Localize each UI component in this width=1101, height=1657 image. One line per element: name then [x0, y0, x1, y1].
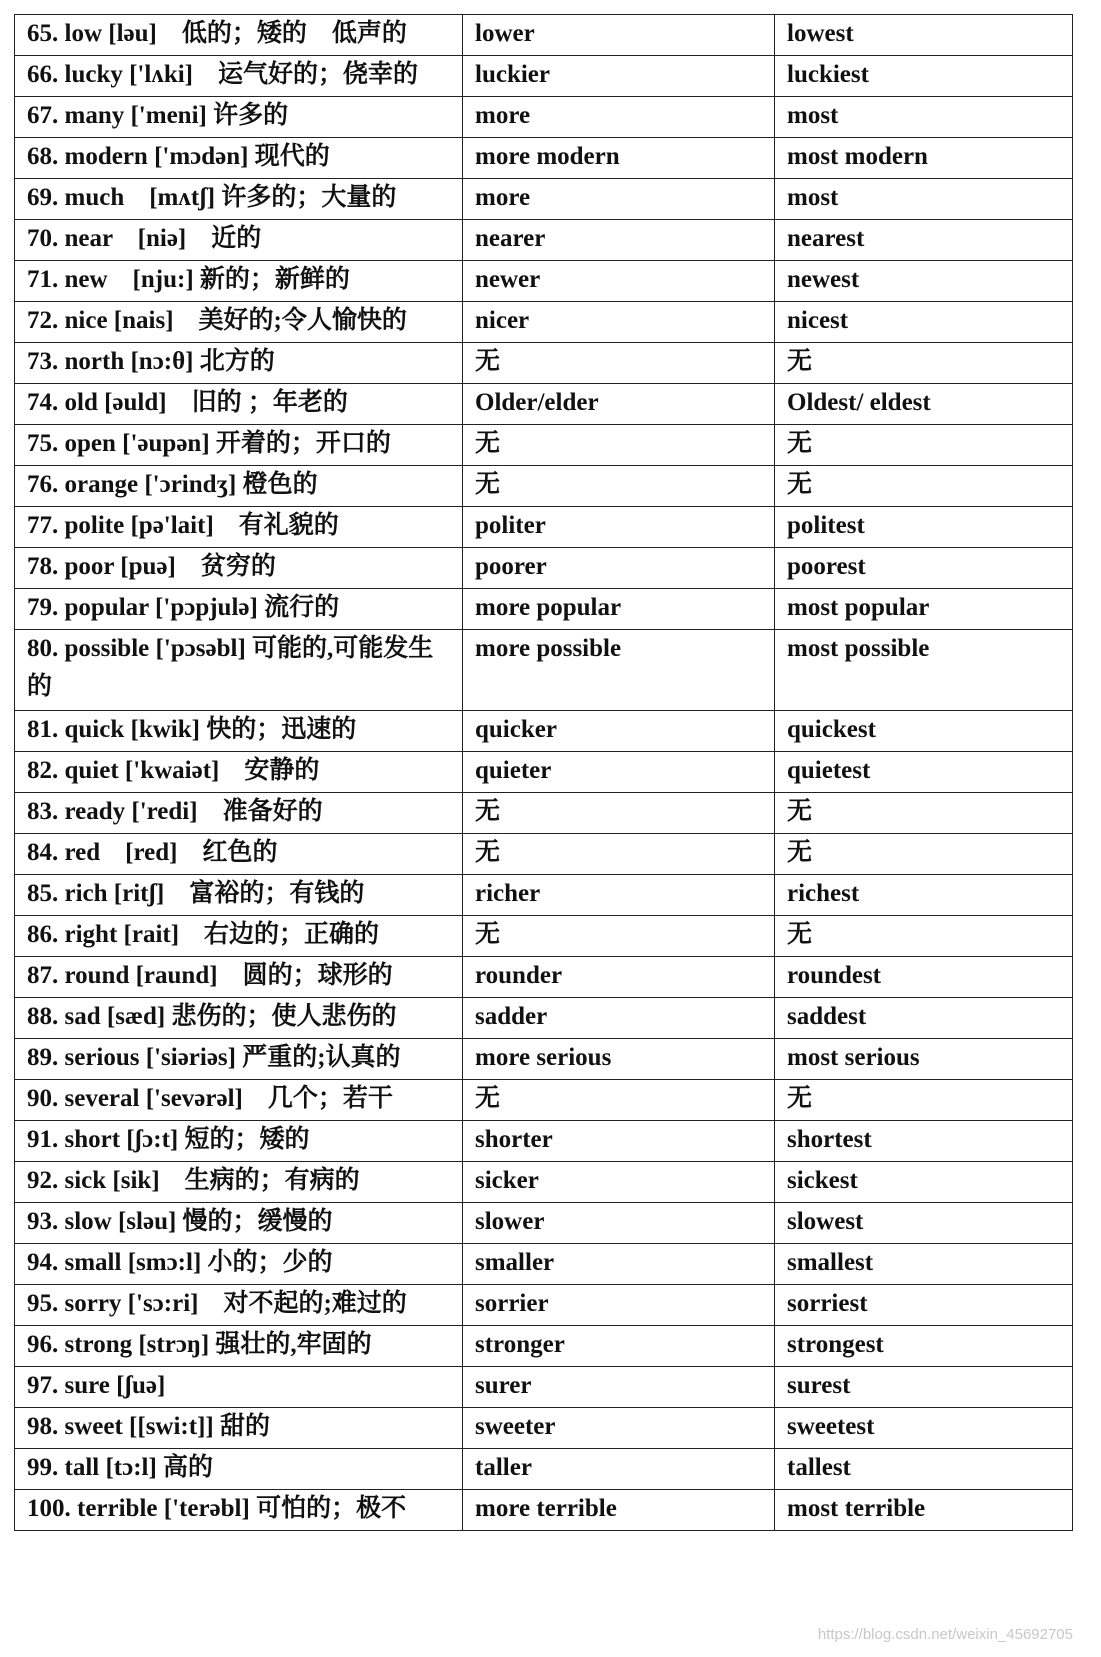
superlative-cell: 无 [775, 466, 1073, 507]
table-row [15, 711, 1073, 752]
table-row [15, 466, 1073, 507]
superlative-cell: Oldest/ eldest [775, 384, 1073, 425]
superlative-cell: smallest [775, 1244, 1073, 1285]
superlative-cell: shortest [775, 1121, 1073, 1162]
comparative-cell: newer [463, 261, 775, 302]
table-row [15, 179, 1073, 220]
word-cell: 78. poor [puə] 贫穷的 [15, 548, 463, 589]
word-cell: 79. popular ['pɔpjulə] 流行的 [15, 589, 463, 630]
word-cell: 85. rich [ritʃ] 富裕的；有钱的 [15, 875, 463, 916]
superlative-cell: 无 [775, 1080, 1073, 1121]
table-row [15, 589, 1073, 630]
comparative-cell: more serious [463, 1039, 775, 1080]
table-row [15, 1326, 1073, 1367]
watermark-text: https://blog.csdn.net/weixin_45692705 [817, 1626, 1073, 1643]
table-row [15, 1367, 1073, 1408]
comparative-cell: 无 [463, 466, 775, 507]
word-cell: 100. terrible ['terəbl] 可怕的；极不 [15, 1490, 463, 1531]
superlative-cell: surest [775, 1367, 1073, 1408]
word-cell: 93. slow [sləu] 慢的；缓慢的 [15, 1203, 463, 1244]
superlative-cell: roundest [775, 957, 1073, 998]
vocabulary-table [14, 14, 1073, 1531]
superlative-cell: newest [775, 261, 1073, 302]
table-row [15, 1449, 1073, 1490]
word-cell: 98. sweet [[swi:t]] 甜的 [15, 1408, 463, 1449]
superlative-cell: 无 [775, 425, 1073, 466]
word-cell: 69. much [mʌtʃ] 许多的；大量的 [15, 179, 463, 220]
superlative-cell: most serious [775, 1039, 1073, 1080]
table-row [15, 302, 1073, 343]
table-row [15, 425, 1073, 466]
comparative-cell: nearer [463, 220, 775, 261]
comparative-cell: sweeter [463, 1408, 775, 1449]
table-row [15, 343, 1073, 384]
table-row [15, 507, 1073, 548]
comparative-cell: politer [463, 507, 775, 548]
table-row [15, 630, 1073, 711]
table-row [15, 384, 1073, 425]
word-cell: 71. new [nju:] 新的；新鲜的 [15, 261, 463, 302]
word-cell: 80. possible ['pɔsəbl] 可能的,可能发生的 [15, 630, 463, 711]
superlative-cell: most [775, 179, 1073, 220]
superlative-cell: sweetest [775, 1408, 1073, 1449]
superlative-cell: 无 [775, 916, 1073, 957]
word-cell: 97. sure [ʃuə] [15, 1367, 463, 1408]
comparative-cell: Older/elder [463, 384, 775, 425]
comparative-cell: 无 [463, 793, 775, 834]
superlative-cell: strongest [775, 1326, 1073, 1367]
word-cell: 70. near [niə] 近的 [15, 220, 463, 261]
table-row [15, 957, 1073, 998]
word-cell: 94. small [smɔ:l] 小的；少的 [15, 1244, 463, 1285]
superlative-cell: slowest [775, 1203, 1073, 1244]
comparative-cell: more modern [463, 138, 775, 179]
table-row [15, 1285, 1073, 1326]
superlative-cell: quietest [775, 752, 1073, 793]
superlative-cell: lowest [775, 15, 1073, 56]
superlative-cell: 无 [775, 834, 1073, 875]
table-row [15, 1039, 1073, 1080]
comparative-cell: rounder [463, 957, 775, 998]
table-row [15, 875, 1073, 916]
comparative-cell: 无 [463, 1080, 775, 1121]
comparative-cell: 无 [463, 916, 775, 957]
comparative-cell: smaller [463, 1244, 775, 1285]
superlative-cell: most possible [775, 630, 1073, 711]
table-row [15, 834, 1073, 875]
superlative-cell: nearest [775, 220, 1073, 261]
word-cell: 81. quick [kwik] 快的；迅速的 [15, 711, 463, 752]
word-cell: 77. polite [pə'lait] 有礼貌的 [15, 507, 463, 548]
table-row [15, 1162, 1073, 1203]
comparative-cell: slower [463, 1203, 775, 1244]
word-cell: 67. many ['meni] 许多的 [15, 97, 463, 138]
superlative-cell: nicest [775, 302, 1073, 343]
comparative-cell: poorer [463, 548, 775, 589]
superlative-cell: most modern [775, 138, 1073, 179]
table-row [15, 15, 1073, 56]
word-cell: 74. old [əuld] 旧的 ；年老的 [15, 384, 463, 425]
word-cell: 89. serious ['siəriəs] 严重的;认真的 [15, 1039, 463, 1080]
comparative-cell: lower [463, 15, 775, 56]
word-cell: 76. orange ['ɔrindʒ] 橙色的 [15, 466, 463, 507]
comparative-cell: luckier [463, 56, 775, 97]
table-row [15, 1080, 1073, 1121]
table-row [15, 1244, 1073, 1285]
table-row [15, 752, 1073, 793]
table-row [15, 1490, 1073, 1531]
table-row [15, 56, 1073, 97]
comparative-cell: surer [463, 1367, 775, 1408]
word-cell: 65. low [ləu] 低的；矮的 低声的 [15, 15, 463, 56]
word-cell: 84. red [red] 红色的 [15, 834, 463, 875]
superlative-cell: most popular [775, 589, 1073, 630]
word-cell: 72. nice [nais] 美好的;令人愉快的 [15, 302, 463, 343]
comparative-cell: 无 [463, 834, 775, 875]
table-row [15, 1408, 1073, 1449]
superlative-cell: poorest [775, 548, 1073, 589]
word-cell: 82. quiet ['kwaiət] 安静的 [15, 752, 463, 793]
word-cell: 68. modern ['mɔdən] 现代的 [15, 138, 463, 179]
superlative-cell: most [775, 97, 1073, 138]
table-row [15, 261, 1073, 302]
superlative-cell: tallest [775, 1449, 1073, 1490]
superlative-cell: politest [775, 507, 1073, 548]
comparative-cell: more popular [463, 589, 775, 630]
superlative-cell: most terrible [775, 1490, 1073, 1531]
comparative-cell: more terrible [463, 1490, 775, 1531]
comparative-cell: more possible [463, 630, 775, 711]
superlative-cell: luckiest [775, 56, 1073, 97]
table-row [15, 1121, 1073, 1162]
word-cell: 95. sorry ['sɔ:ri] 对不起的;难过的 [15, 1285, 463, 1326]
word-cell: 83. ready ['redi] 准备好的 [15, 793, 463, 834]
superlative-cell: saddest [775, 998, 1073, 1039]
comparative-cell: more [463, 179, 775, 220]
table-row [15, 793, 1073, 834]
table-row [15, 138, 1073, 179]
comparative-cell: stronger [463, 1326, 775, 1367]
comparative-cell: quicker [463, 711, 775, 752]
word-cell: 87. round [raund] 圆的；球形的 [15, 957, 463, 998]
comparative-cell: sicker [463, 1162, 775, 1203]
word-cell: 99. tall [tɔ:l] 高的 [15, 1449, 463, 1490]
superlative-cell: richest [775, 875, 1073, 916]
table-row [15, 220, 1073, 261]
word-cell: 91. short [ʃɔ:t] 短的；矮的 [15, 1121, 463, 1162]
word-cell: 92. sick [sik] 生病的；有病的 [15, 1162, 463, 1203]
word-cell: 75. open ['əupən] 开着的；开口的 [15, 425, 463, 466]
comparative-cell: more [463, 97, 775, 138]
superlative-cell: 无 [775, 343, 1073, 384]
comparative-cell: quieter [463, 752, 775, 793]
superlative-cell: 无 [775, 793, 1073, 834]
comparative-cell: 无 [463, 425, 775, 466]
comparative-cell: 无 [463, 343, 775, 384]
word-cell: 86. right [rait] 右边的；正确的 [15, 916, 463, 957]
superlative-cell: sickest [775, 1162, 1073, 1203]
vocabulary-table-body [15, 15, 1073, 1531]
superlative-cell: sorriest [775, 1285, 1073, 1326]
word-cell: 73. north [nɔ:θ] 北方的 [15, 343, 463, 384]
comparative-cell: shorter [463, 1121, 775, 1162]
table-row [15, 916, 1073, 957]
table-row [15, 1203, 1073, 1244]
comparative-cell: nicer [463, 302, 775, 343]
table-row [15, 97, 1073, 138]
comparative-cell: richer [463, 875, 775, 916]
comparative-cell: sadder [463, 998, 775, 1039]
word-cell: 96. strong [strɔŋ] 强壮的,牢固的 [15, 1326, 463, 1367]
word-cell: 88. sad [sæd] 悲伤的；使人悲伤的 [15, 998, 463, 1039]
comparative-cell: taller [463, 1449, 775, 1490]
document-page [14, 14, 1072, 1531]
table-row [15, 548, 1073, 589]
superlative-cell: quickest [775, 711, 1073, 752]
comparative-cell: sorrier [463, 1285, 775, 1326]
word-cell: 90. several ['sevərəl] 几个；若干 [15, 1080, 463, 1121]
word-cell: 66. lucky ['lʌki] 运气好的；侥幸的 [15, 56, 463, 97]
table-row [15, 998, 1073, 1039]
